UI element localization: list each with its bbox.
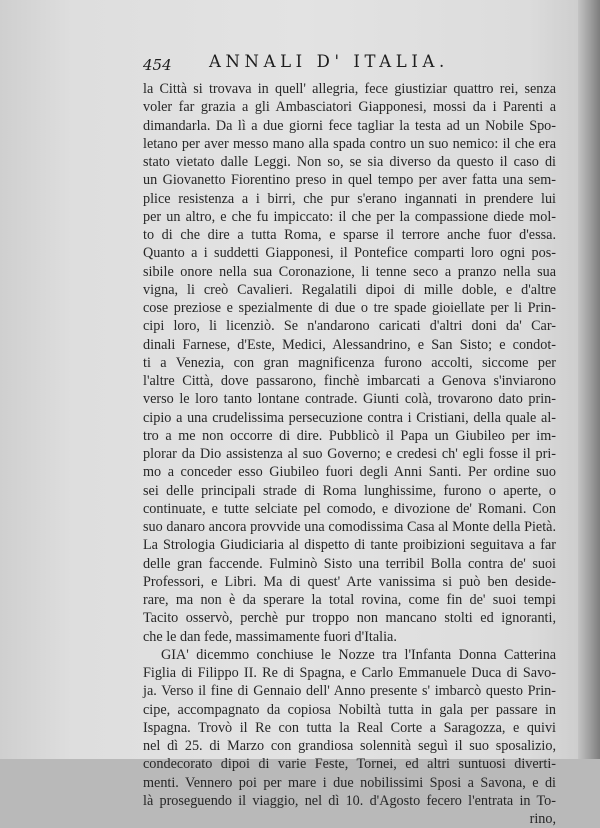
text-line: letano per aver messo mano alla spada contro un suo nemico: il che era: [143, 135, 556, 152]
text-line: dinali Farnese, d'Este, Medici, Alessandrino, e San Sisto; e condot-: [143, 336, 556, 353]
text-line: menti. Vennero poi per mare i due nobilissimi Sposi a Savona, e di: [143, 774, 556, 791]
text-line: sei delle principali strade di Roma lunghissime, furono o aperte, o: [143, 482, 556, 499]
text-line: suo danaro ancora provvide una comodissima Casa al Monte della Pietà.: [143, 519, 556, 535]
text-line: condecorato dipoi di varie Feste, Tornei, ed altri suntuosi diverti-: [143, 756, 556, 773]
text-line: un Giovanetto Fiorentino preso in quel tempo per aver fatta una sem-: [143, 172, 556, 189]
page-header: [143, 52, 473, 74]
text-line: che le dan fede, massimamente fuori d'Italia.: [143, 628, 397, 645]
text-line: tro a me non occorre di dire. Pubblicò il Papa un Giubileo per im-: [143, 427, 556, 444]
text-line: cipi loro, li licenziò. Se n'andarono caricati d'altri doni da' Car-: [143, 318, 556, 335]
text-line: mo a conceder esso Giubileo fuori degli Anni Santi. Per ordine suo: [143, 464, 556, 481]
text-line: vigna, li creò Cavalieri. Regalatili dipoi di mille doble, e d'altre: [143, 281, 556, 298]
text-line: voler far grazia a gli Ambasciatori Giapponesi, mossi da i Parenti a: [143, 99, 556, 116]
text-line: l'altre Città, dove passarono, finchè imbarcati a Genova s'inviarono: [143, 373, 556, 389]
text-line: cose preziose e spezialmente di due o tre spade gioiellate per li Prin-: [143, 300, 556, 316]
text-line: là proseguendo il viaggio, nel dì 10. d'Agosto fecero l'entrata in To-: [143, 792, 556, 809]
text-line: Figlia di Filippo II. Re di Spagna, e Carlo Emmanuele Duca di Savo-: [143, 665, 556, 681]
text-line: verso le loro tanto lontane contrade. Giunti colà, trovarono dato prin-: [143, 391, 556, 408]
text-line: delle gran faccende. Fulminò Sisto una terribil Bolla contra de' suoi: [143, 555, 556, 572]
text-line: dimandarla. Da lì a due giorni fece tagliar la testa ad un Nobile Spo-: [143, 117, 556, 134]
text-line: nel dì 25. di Marzo con grandiosa solennità seguì il suo sposalizio,: [143, 738, 556, 754]
text-line: cipe, accompagnato da copiosa Nobiltà tutta in gala per passare in: [143, 701, 556, 718]
text-line: plorar da Dio assistenza al suo Governo; e credesi ch' egli fosse il pri-: [143, 446, 556, 462]
page-number: 454: [143, 56, 172, 74]
text-line: La Strologia Giudiciaria al dispetto di tante proibizioni seguitava a far: [143, 537, 556, 554]
text-line: rare, ma non è da sperare la total rovina, come fin de' suoi tempi: [143, 592, 556, 608]
running-title: ANNALI D' ITALIA.: [209, 52, 449, 71]
text-line: plice resistenza a i birri, che pur s'erano ingannati in prendere lui: [143, 190, 556, 207]
catchword: rino,: [529, 811, 556, 827]
text-line: Professori, e Libri. Ma di quest' Arte vanissima si può ben deside-: [143, 573, 556, 590]
text-line: Ispagna. Trovò il Re con tutta la Real Corte a Saragozza, e quivi: [143, 719, 556, 736]
text-line: ti a Venezia, con gran magnificenza furono accolti, siccome per: [143, 354, 556, 371]
text-line: ja. Verso il fine di Gennaio dell' Anno presente s' imbarcò questo Prin-: [143, 683, 556, 700]
text-line: to di che dire a tutta Roma, e sparse il terrore anche fuor d'essa.: [143, 227, 556, 243]
page-gutter-shadow: [578, 0, 600, 759]
text-line: continuate, e tutte selciate pel comodo, e divozione de' Romani. Con: [143, 500, 556, 517]
text-line: Tacito osservò, perchè pur troppo non mancano stolti ed ignoranti,: [143, 610, 556, 627]
paragraph-start-line: GIA' dicemmo conchiuse le Nozze tra l'Infanta Donna Catterina: [161, 646, 556, 663]
text-line: la Città si trovava in quell' allegria, fece giustiziar quattro rei, senza: [143, 81, 556, 97]
text-line: Quanto a i suddetti Giapponesi, il Pontefice comparti loro ogni pos-: [143, 245, 556, 262]
text-line: per un altro, e che fu impiccato: il che per la compassione diede mol-: [143, 208, 556, 225]
text-line: stato vietato dalle Leggi. Non so, se sia diverso da questo il caso di: [143, 154, 556, 170]
text-line: cipio a una crudelissima persecuzione contra i Cristiani, della quale al-: [143, 409, 556, 426]
body-text: [143, 80, 556, 828]
text-line: sibile onore nella sua Coronazione, li tenne seco a pranzo nella sua: [143, 263, 556, 280]
